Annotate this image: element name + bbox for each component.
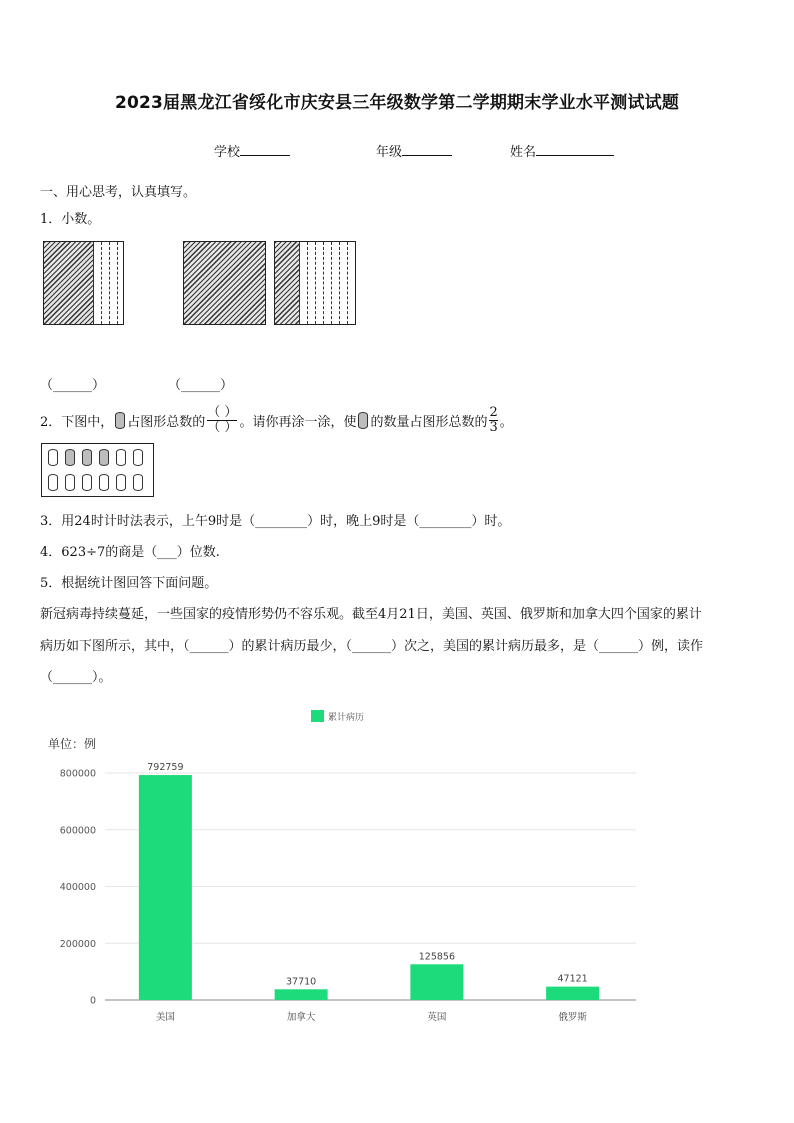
fraction-denominator: （ ） bbox=[207, 419, 238, 435]
y-tick-label: 600000 bbox=[59, 825, 96, 837]
y-tick-label: 800000 bbox=[59, 768, 96, 780]
bar bbox=[275, 989, 328, 1000]
q4-text: 4．623÷7的商是（___）位数. bbox=[40, 545, 220, 560]
dashed-line bbox=[307, 242, 308, 324]
grade-field bbox=[376, 141, 452, 160]
q1-answer-2[interactable]: （______） bbox=[168, 378, 234, 393]
school-label: 学校 bbox=[214, 145, 241, 160]
x-tick-label: 俄罗斯 bbox=[558, 1012, 587, 1023]
bar bbox=[410, 964, 463, 1000]
name-label: 姓名 bbox=[510, 145, 537, 160]
dashed-line bbox=[331, 242, 332, 324]
grade-label: 年级 bbox=[376, 145, 403, 160]
grade-blank[interactable] bbox=[402, 142, 452, 156]
dashed-line bbox=[101, 242, 102, 324]
cylinder-icon[interactable] bbox=[133, 449, 143, 466]
q1-answer-1[interactable]: （______） bbox=[40, 378, 106, 393]
data-label: 37710 bbox=[286, 976, 317, 988]
data-label: 125856 bbox=[418, 951, 456, 963]
q5-paragraph-line-2: 病历如下图所示，其中，（______）的累计病历最少，（______）次之，美国的累计病历最多，是（______）例，读作 bbox=[40, 639, 704, 654]
q1-figure-2b bbox=[274, 241, 356, 325]
x-tick-label: 美国 bbox=[155, 1012, 175, 1023]
q5-paragraph-line-1: 新冠病毒持续蔓延，一些国家的疫情形势仍不容乐观。截至4月21日，美国、英国、俄罗斯和加拿大四个国家的累计 bbox=[40, 607, 702, 622]
x-tick-label: 加拿大 bbox=[286, 1012, 316, 1023]
q2-end: 。 bbox=[499, 414, 513, 430]
bar bbox=[546, 987, 599, 1000]
q2-mid3: 的数量占图形总数的 bbox=[370, 414, 488, 430]
y-axis-label: 单位：例 bbox=[48, 737, 97, 751]
cylinder-icon[interactable] bbox=[48, 449, 58, 466]
divider bbox=[299, 242, 300, 324]
cylinder-icon bbox=[358, 412, 368, 429]
section-heading: 一、用心思考，认真填写。 bbox=[40, 185, 197, 200]
q3-text: 3．用24时计时法表示，上午9时是（________）时，晚上9时是（________）时。 bbox=[40, 514, 511, 529]
cylinder-icon[interactable] bbox=[116, 474, 126, 491]
dashed-line bbox=[117, 242, 118, 324]
cylinder-grid[interactable] bbox=[41, 443, 154, 497]
data-label: 47121 bbox=[557, 973, 588, 985]
dashed-line bbox=[323, 242, 324, 324]
bar bbox=[139, 775, 192, 1000]
y-tick-label: 200000 bbox=[59, 938, 96, 950]
q1-figure-1 bbox=[43, 241, 124, 325]
q1-label: 1．小数。 bbox=[40, 212, 101, 227]
x-tick-label: 英国 bbox=[427, 1012, 447, 1023]
cylinder-icon[interactable] bbox=[82, 474, 92, 491]
fraction-numerator: （ ） bbox=[207, 404, 238, 420]
data-label: 792759 bbox=[147, 762, 184, 774]
cylinder-icon[interactable] bbox=[116, 449, 126, 466]
shaded-part bbox=[44, 242, 93, 324]
q1-figure-2a bbox=[183, 241, 266, 325]
page-title: 2023届黑龙江省绥化市庆安县三年级数学第二学期期末学业水平测试试题 bbox=[114, 93, 680, 113]
q2-text bbox=[40, 400, 513, 440]
fraction-denominator: 3 bbox=[489, 419, 498, 435]
dashed-line bbox=[347, 242, 348, 324]
cylinder-icon[interactable] bbox=[65, 449, 75, 466]
legend-label: 累计病历 bbox=[328, 713, 365, 723]
y-tick-label: 0 bbox=[89, 995, 96, 1007]
cylinder-icon[interactable] bbox=[99, 449, 109, 466]
school-field bbox=[214, 141, 290, 160]
q2-fraction-blank[interactable] bbox=[207, 406, 237, 435]
dashed-line bbox=[109, 242, 110, 324]
q2-mid2: 。请你再涂一涂，使 bbox=[239, 414, 357, 430]
q5-paragraph-line-3: （______）。 bbox=[40, 670, 112, 685]
q2-fraction bbox=[489, 406, 497, 435]
dashed-line bbox=[315, 242, 316, 324]
divider bbox=[93, 242, 94, 324]
q2-prefix: 2．下图中， bbox=[40, 414, 114, 430]
school-blank[interactable] bbox=[240, 142, 290, 156]
cylinder-icon[interactable] bbox=[133, 474, 143, 491]
cylinder-icon[interactable] bbox=[99, 474, 109, 491]
cylinder-icon[interactable] bbox=[48, 474, 58, 491]
legend-swatch bbox=[311, 710, 324, 722]
cylinder-icon[interactable] bbox=[65, 474, 75, 491]
shaded-part bbox=[275, 242, 299, 324]
q2-mid1: 占图形总数的 bbox=[127, 414, 206, 430]
dashed-line bbox=[339, 242, 340, 324]
bar-chart bbox=[0, 700, 794, 1040]
cylinder-icon[interactable] bbox=[82, 449, 92, 466]
q5-label: 5．根据统计图回答下面问题。 bbox=[40, 576, 218, 591]
cylinder-icon bbox=[115, 412, 125, 429]
name-blank[interactable] bbox=[536, 142, 614, 156]
y-tick-label: 400000 bbox=[59, 882, 96, 893]
name-field bbox=[510, 141, 614, 160]
fraction-numerator: 2 bbox=[489, 404, 498, 420]
